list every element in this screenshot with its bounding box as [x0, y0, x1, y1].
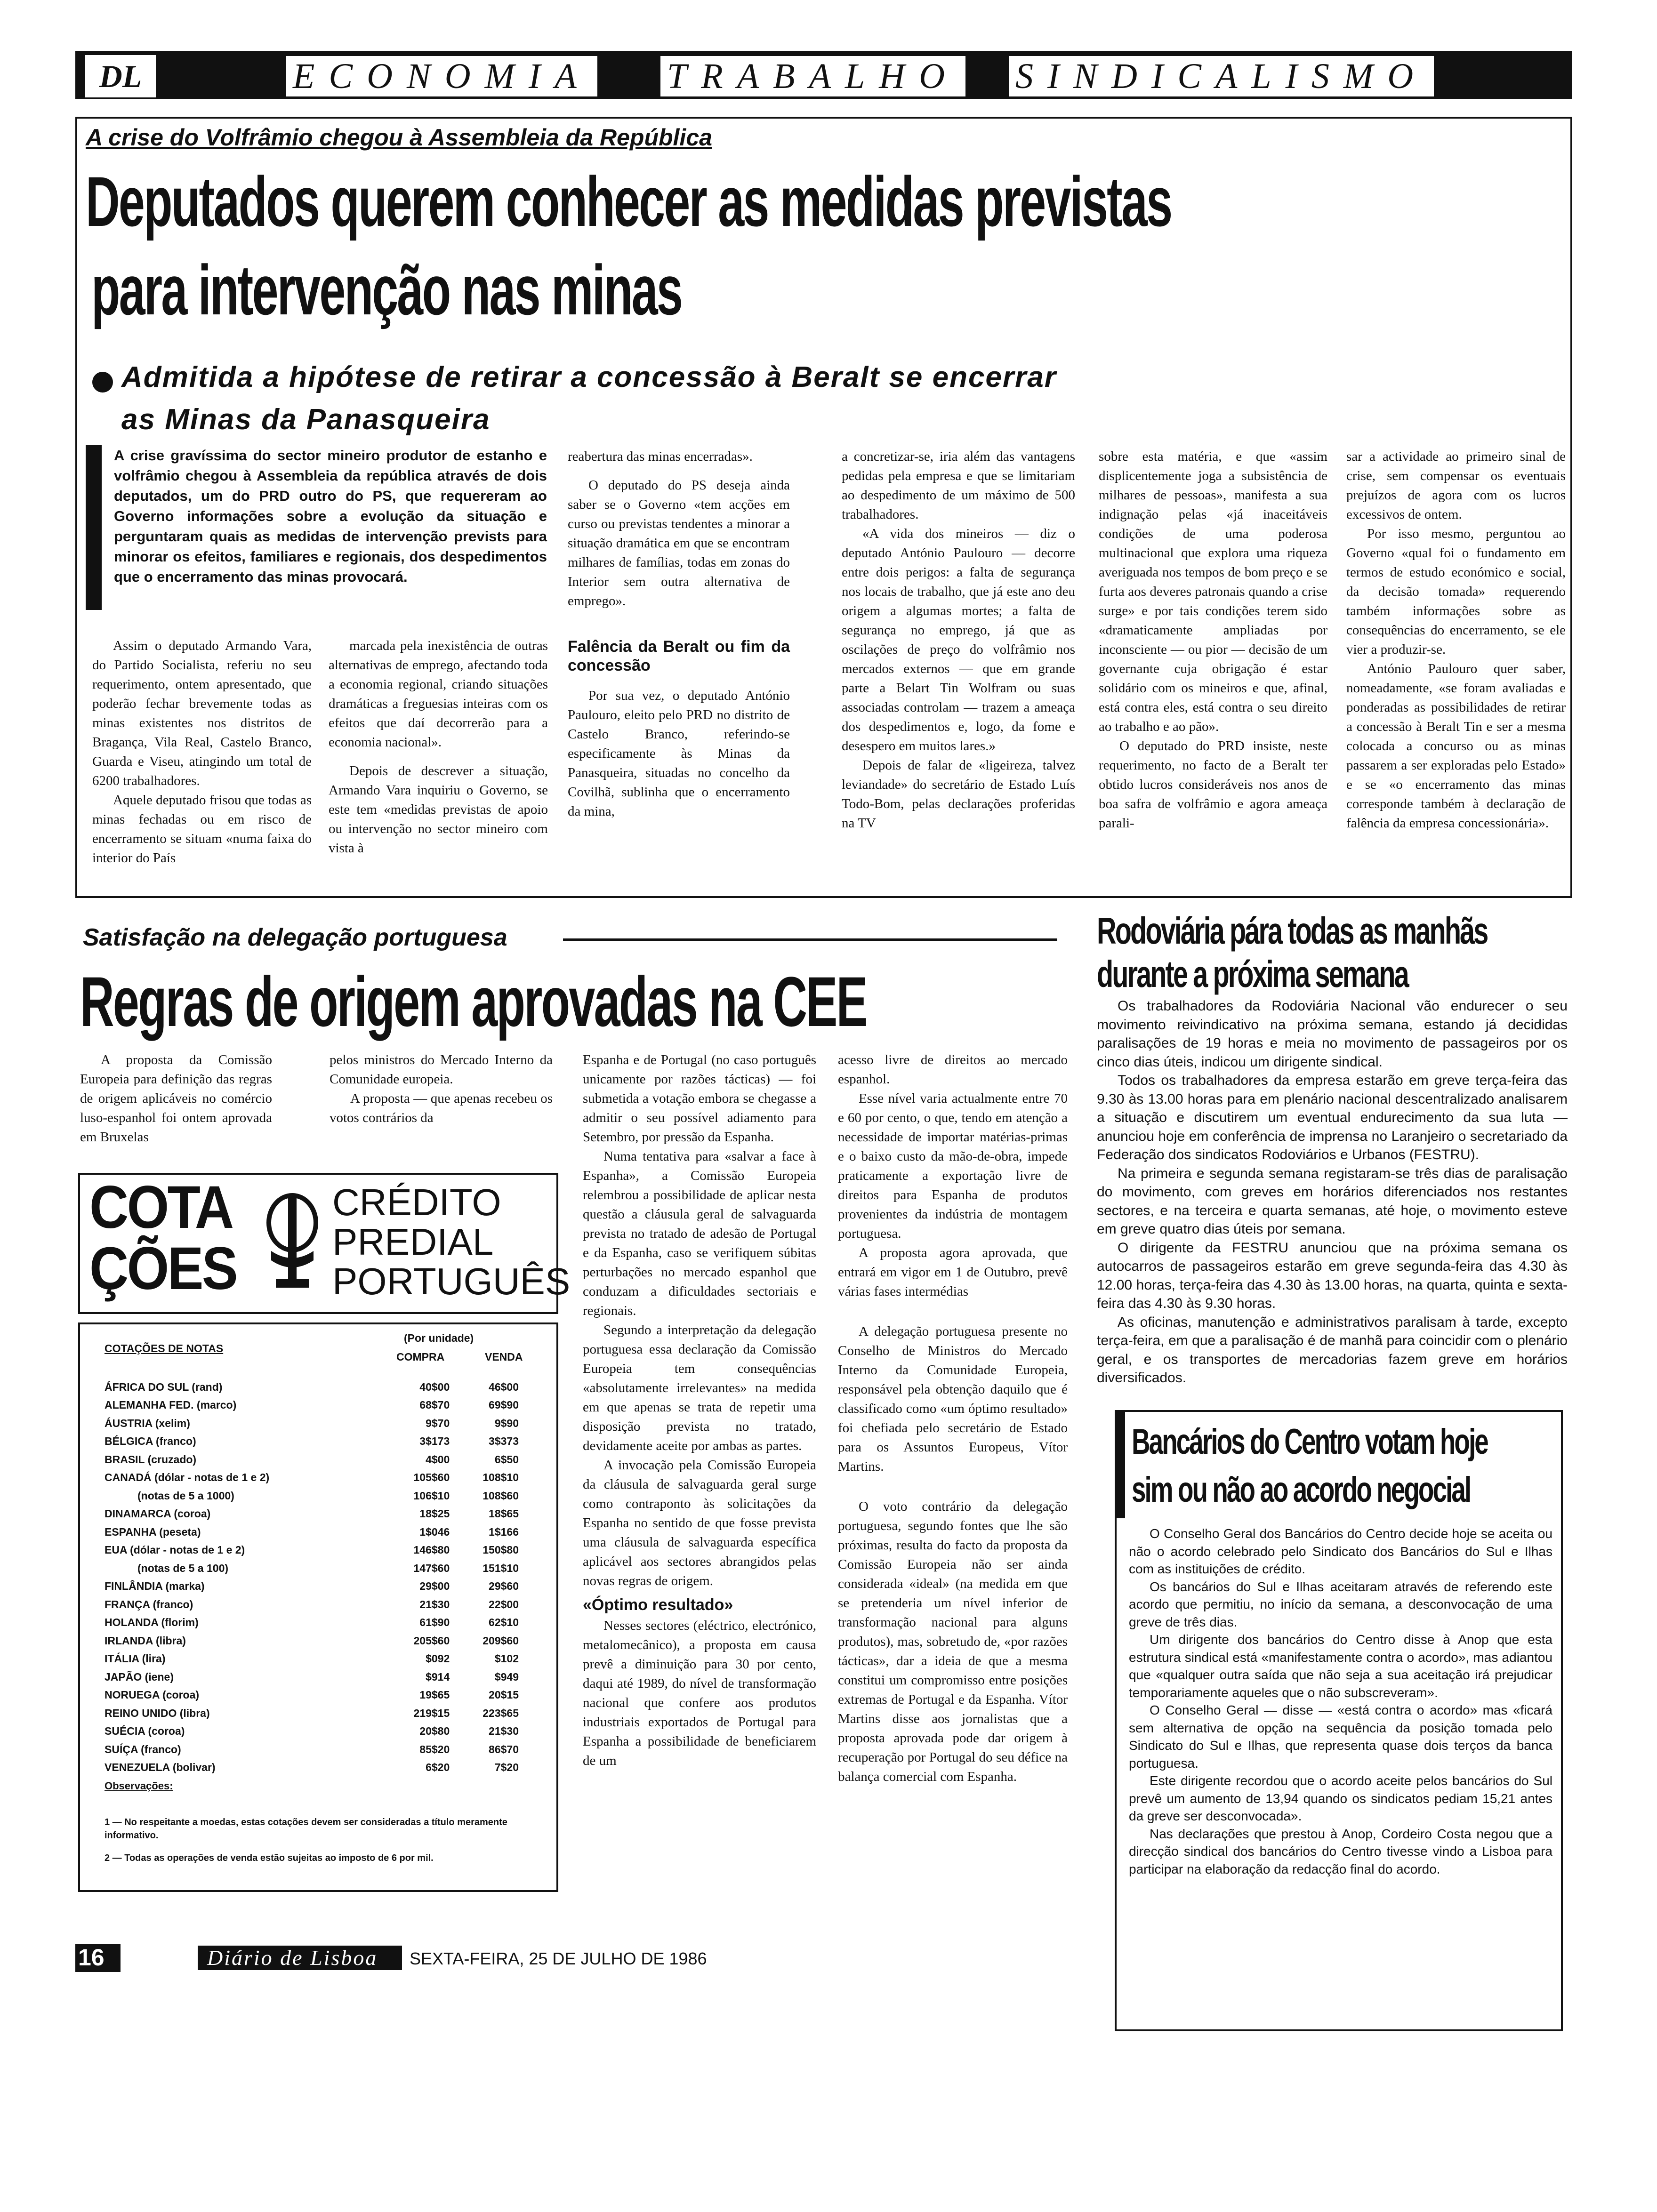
sell-rate: 69$90 [489, 1399, 519, 1411]
buy-rate: 85$20 [419, 1743, 450, 1755]
article1-column-1 [92, 636, 312, 868]
bank-name-3: PORTUGUÊS [332, 1260, 571, 1302]
rates-note-1: 1 — No respeitante a moedas, estas cotações devem ser consideradas a título meramente informativo. [105, 1817, 507, 1841]
currency-name: FINLÂNDIA (marka) [105, 1580, 205, 1593]
bank-name-2: PREDIAL [332, 1221, 494, 1263]
buy-rate: $092 [426, 1652, 450, 1665]
article2-column-3 [583, 1050, 816, 1771]
buy-rate: 29$00 [419, 1580, 450, 1593]
table-row [105, 1740, 538, 1759]
rates-notes-label: Observações: [105, 1780, 173, 1792]
table-row [105, 1650, 538, 1668]
sell-rate: 46$00 [489, 1380, 519, 1393]
paragraph: Na primeira e segunda semana registaram-se três dias de paralisação do movimento, com greves em horários diferenciados nos restantes sectores, e na terceira e quarta semanas, até hoje, o movimento esteve em greve quatro dias úteis por semana. [1097, 1165, 1568, 1237]
currency-name: NORUEGA (coroa) [105, 1689, 200, 1701]
currency-name: ESPANHA (peseta) [105, 1525, 201, 1538]
cotacoes-title-1: COTA [89, 1174, 233, 1241]
sell-rate: $102 [494, 1652, 519, 1665]
paragraph: Este dirigente recordou que o acordo aceite pelos bancários do Sul prevê um aumento de 13,94 quando os sindicatos pediam 15,21 antes da greve ser desconvocada». [1129, 1773, 1552, 1823]
paragraph: Por isso mesmo, perguntou ao Governo «qual foi o fundamento em termos de estudo económico e social, da decisão tomada» requerendo também informações sobre as consequências do encerramento, se ele vier a produzir-se. [1346, 526, 1566, 657]
currency-name: BRASIL (cruzado) [105, 1453, 197, 1466]
paragraph: Por sua vez, o deputado António Paulouro, eleito pelo PRD no distrito de Castelo Branco, referindo-se especificamente às Minas da Panasqueira, situadas no concelho da Covilhã, sublinha que o encerramento da mina, [568, 688, 790, 819]
article2-column-2 [330, 1050, 553, 1128]
article1-column-3 [568, 447, 790, 821]
paragraph: sar a actividade ao primeiro sinal de crise, sem compensar os eventuais prejuízos de agora com os lucros excessivos de ontem. [1346, 449, 1566, 522]
table-row [105, 1578, 538, 1596]
section-label-economia: ECONOMIA [285, 55, 599, 98]
paragraph: acesso livre de direitos ao mercado espanhol. [838, 1052, 1068, 1087]
article1-headline-2: para intervenção nas minas [91, 250, 682, 329]
table-row [105, 1541, 538, 1560]
paragraph: Todos os trabalhadores da empresa estarão em greve terça-feira das 9.30 às 13.00 horas para em plenário nacional descentralizado analisarem a situação e discutirem um eventual endurecimento da sua luta — anunciou hoje em conferência de imprensa no Laranjeiro o secretariado da Federação dos sindicatos Rodoviários e Urbanos (FESTRU). [1097, 1073, 1568, 1162]
cotacoes-title-2: ÇÕES [89, 1235, 237, 1302]
currency-name: HOLANDA (florim) [105, 1616, 199, 1629]
sell-rate: 223$65 [483, 1707, 519, 1719]
page-number: 16 [78, 1944, 105, 1971]
paragraph: O Conselho Geral dos Bancários do Centro decide hoje se aceita ou não o acordo celebrado pelo Sindicato dos Bancários do Sul e Ilhas com as instituições de crédito. [1129, 1526, 1552, 1576]
article1-subhead-falencia: Falência da Beralt ou fim da concessão [568, 638, 790, 674]
sell-rate: 22$00 [489, 1598, 519, 1611]
paragraph: Segundo a interpretação da delegação portuguesa essa declaração da Comissão Europeia tem consequências «absolutamente irrelevantes» na medida em que apenas se trata de repetir uma disposição prevista no tratado, devidamente aceite por ambas as partes. [583, 1322, 816, 1453]
buy-rate: 105$60 [413, 1471, 450, 1484]
buy-rate: 147$60 [413, 1562, 450, 1574]
table-row [105, 1686, 538, 1705]
table-row [105, 1559, 538, 1578]
sell-rate: 3$373 [489, 1435, 519, 1448]
buy-rate: 40$00 [419, 1380, 450, 1393]
buy-rate: 205$60 [413, 1634, 450, 1647]
paragraph: Esse nível varia actualmente entre 70 e 60 por cento, o que, tendo em atenção a necessidade de importar matérias-primas e o baixo custo da mão-de-obra, impede praticamente a exportação livre de direitos para Espanha de produtos provenientes da indústria de montagem portuguesa. [838, 1091, 1068, 1241]
article3-headline-2: durante a próxima semana [1097, 953, 1408, 995]
kicker-rule [563, 938, 1057, 941]
paragraph: Os bancários do Sul e Ilhas aceitaram através de referendo este acordo que permitiu, no início da semana, a desconvocação de uma greve de três dias. [1129, 1579, 1552, 1629]
sell-rate: 6$50 [494, 1453, 519, 1466]
article3-headline-1: Rodoviária pára todas as manhãs [1097, 910, 1488, 952]
bank-name-1: CRÉDITO [332, 1181, 501, 1223]
currency-name: ALEMANHA FED. (marco) [105, 1399, 237, 1411]
article4-bar [1115, 1410, 1125, 1518]
article1-headline-1: Deputados querem conhecer as medidas previstas [86, 162, 1172, 241]
table-row [105, 1595, 538, 1614]
table-row [105, 1505, 538, 1523]
bullet-dot [92, 372, 113, 393]
buy-rate: 9$70 [426, 1417, 450, 1429]
table-row [105, 1433, 538, 1451]
paragraph: Depois de descrever a situação, Armando Vara inquiriu o Governo, se este tem «medidas previstas de apoio ou intervenção no sector mineiro com vista à [329, 763, 548, 856]
sell-rate: 209$60 [483, 1634, 519, 1647]
buy-rate: 18$25 [419, 1507, 450, 1520]
article1-kicker: A crise do Volfrâmio chegou à Assembleia da República [86, 124, 712, 151]
paragraph: As oficinas, manutenção e administrativos paralisam à tarde, excepto terça-feira, em que a paralisação é de manhã para coincidir com o plenário geral, e os transportes de mercadorias fazem greve em horários diversificados. [1097, 1314, 1568, 1386]
table-row [105, 1451, 538, 1469]
paragraph: a concretizar-se, iria além das vantagens pedidas pela empresa e que se limitariam ao despedimento de um máximo de 500 trabalhadores. [842, 449, 1075, 522]
logo-text: DL [99, 58, 142, 94]
issue-date: SEXTA-FEIRA, 25 DE JULHO DE 1986 [410, 1949, 707, 1968]
paragraph: O Conselho Geral — disse — «está contra o acordo» mas «ficará sem alternativa de opção na sequência da posição tomada pelo Sindicato do Sul e Ilhas, que representa quase dois terços da banca portuguesa. [1129, 1703, 1552, 1771]
sell-rate: 150$80 [483, 1544, 519, 1556]
table-row [105, 1487, 538, 1505]
currency-name: REINO UNIDO (libra) [105, 1707, 210, 1719]
currency-name: CANADÁ (dólar - notas de 1 e 2) [105, 1471, 270, 1484]
paragraph: António Paulouro quer saber, nomeadamente, «se foram avaliadas e ponderadas as possibilidades de retirar a concessão à Beralt Tin e ser a mesma colocada a concurso ou as minas passarem a ser exploradas pelo Estado» e se «o encerramento das minas corresponde também à declaração de falência da empresa concessionária». [1346, 661, 1566, 831]
table-row [105, 1614, 538, 1632]
paragraph: A delegação portuguesa presente no Conselho de Ministros do Mercado Interno da Comunidade Europeia, responsável pela obtenção daquilo que é classificado como «um óptimo resultado» foi chefiada pelo secretário de Estado para os Assuntos Europeus, Vítor Martins. [838, 1324, 1068, 1474]
paragraph: Nesses sectores (eléctrico, electrónico, metalomecânico), a proposta em causa prevê a diminuição para 30 por cento, daqui até 1989, do nível de transformação nacional que confere aos produtos industriais exportados de Portugal para Espanha a possibilidade de beneficiarem de um [583, 1618, 816, 1768]
paragraph: Assim o deputado Armando Vara, do Partido Socialista, referiu no seu requerimento, ontem apresentado, que poderão fechar brevemente todas as minas existentes nos distritos de Bragança, Vila Real, Castelo Branco, Guarda e Viseu, atingindo um total de 6200 trabalhadores. [92, 638, 312, 788]
table-row [105, 1469, 538, 1487]
currency-name: IRLANDA (libra) [105, 1634, 186, 1647]
buy-rate: 146$80 [413, 1544, 450, 1556]
rates-note-2: 2 — Todas as operações de venda estão sujeitas ao imposto de 6 por mil. [105, 1853, 434, 1863]
paragraph: reabertura das minas encerradas». [568, 449, 753, 464]
buy-rate: 106$10 [413, 1489, 450, 1502]
paragraph: A proposta agora aprovada, que entrará em vigor em 1 de Outubro, prevê várias fases intermédias [838, 1245, 1068, 1299]
paragraph: O voto contrário da delegação portuguesa, segundo fontes que lhe são próximas, resulta do facto da proposta da Comissão Europeia não ser ainda considerada «ideal» (na medida em que se pretenderia um nível inferior de transformação nacional para alguns produtos), mas, sobretudo de, «por razões tácticas», dar a ideia de que a mesma constitui um compromisso entre posições extremas de Portugal e da Espanha. Vítor Martins disse aos jornalistas que a proposta aprovada pode dar origem à recuperação por Portugal do seu défice na balança comercial com Espanha. [838, 1499, 1068, 1784]
paragraph: Um dirigente dos bancários do Centro disse à Anop que esta estrutura sindical está «manifestamente contra o acordo», mas adiantou que «qualquer outra saída que não seja a sua aceitação irá prejudicar temporariamente aqueles que o não subscreveram». [1129, 1632, 1552, 1700]
table-row [105, 1632, 538, 1650]
rates-buy-heading: COMPRA [396, 1351, 445, 1363]
paragraph: Depois de falar de «ligeireza, talvez leviandade» do secretário de Estado Luís Todo-Bom, pelas declarações proferidas na TV [842, 758, 1075, 831]
rates-sell-heading: VENDA [485, 1351, 523, 1363]
sell-rate: 1$166 [489, 1525, 519, 1538]
currency-name: VENEZUELA (bolivar) [105, 1761, 216, 1774]
sell-rate: 108$10 [483, 1471, 519, 1484]
paragraph: marcada pela inexistência de outras alternativas de emprego, afectando toda a economia regional, criando situações dramáticas a freguesias inteiras com os efeitos que daí decorrerão para a economia nacional». [329, 638, 548, 750]
paragraph: O deputado do PRD insiste, neste requerimento, no facto de a Beralt ter obtido lucros consideráveis nos anos de boa safra de volfrâmio e agora ameaça parali- [1099, 738, 1327, 831]
paragraph: O dirigente da FESTRU anunciou que na próxima semana os autocarros de passageiros estarão em greve segunda-feira das 4.30 às 12.00 horas, terça-feira das 4.30 às 13.00 horas, na quarta, quinta e sexta-feira das 4.30 às 9.30 horas. [1097, 1240, 1568, 1311]
sell-rate: 62$10 [489, 1616, 519, 1629]
buy-rate: 6$20 [426, 1761, 450, 1774]
paragraph: «A vida dos mineiros — diz o deputado António Paulouro — decorre entre dois perigos: a falta de segurança nos locais de trabalho, que já este ano deu origem a algumas mortes; a falta de segurança no emprego, já que as oscilações de preço do volfrâmio nos mercados externos — que em grande parte a Belart Tin Wolfram ou suas associadas controlam — trazem a ameaça dos despedimentos e, logo, da fome e desespero em muitos lares.» [842, 526, 1075, 753]
rates-table-body [105, 1378, 538, 1777]
section-label-sindicalismo: SINDICALISMO [1007, 55, 1435, 98]
rates-unit-label: (Por unidade) [404, 1332, 474, 1344]
sell-rate: 7$20 [494, 1761, 519, 1774]
buy-rate: 19$65 [419, 1689, 450, 1701]
paragraph: pelos ministros do Mercado Interno da Comunidade europeia. [330, 1052, 553, 1087]
sell-rate: 20$15 [489, 1689, 519, 1701]
article1-lead: A crise gravíssima do sector mineiro produtor de estanho e volfrâmio chegou à Assembleia da república através de dois deputados, um do PRD outro do PS, que requereram ao Governo informações sobre a evolução da situação e perguntaram quais as medidas de intervenção prevists para minorar os efeitos, familiares e regionais, dos despedimentos que o encerramento das minas provocará. [114, 447, 547, 585]
sell-rate: 18$65 [489, 1507, 519, 1520]
sell-rate: 86$70 [489, 1743, 519, 1755]
paragraph: A proposta da Comissão Europeia para definição das regras de origem aplicáveis no comércio luso-espanhol foi ontem aprovada em Bruxelas [80, 1052, 272, 1145]
article1-subhead-2: as Minas da Panasqueira [121, 403, 491, 436]
table-row [105, 1668, 538, 1686]
currency-name: (notas de 5 a 1000) [137, 1489, 234, 1502]
table-row [105, 1523, 538, 1541]
buy-rate: 3$173 [419, 1435, 450, 1448]
sell-rate: 29$60 [489, 1580, 519, 1593]
article2-headline: Regras de origem aprovadas na CEE [80, 962, 867, 1041]
paragraph: Os trabalhadores da Rodoviária Nacional vão endurecer o seu movimento reivindicativo na próxima semana, estando já decididas paralisações de 19 horas e meia no movimento de passageiros por os cinco dias úteis, indicou um dirigente sindical. [1097, 998, 1568, 1070]
paragraph: Espanha e de Portugal (no caso português unicamente por razões tácticas) — foi submetida a votação embora se chegasse a admitir o seu possível adiamento para Setembro, por pressão da Espanha. [583, 1052, 816, 1145]
lead-bar [86, 445, 102, 610]
article2-kicker: Satisfação na delegação portuguesa [83, 924, 507, 951]
paragraph: Aquele deputado frisou que todas as minas fechadas ou em risco de encerramento se situam «numa faixa do interior do País [92, 793, 312, 866]
currency-name: ÁFRICA DO SUL (rand) [105, 1380, 223, 1393]
article2-column-1 [80, 1050, 272, 1147]
sell-rate: 108$60 [483, 1489, 519, 1502]
buy-rate: 4$00 [426, 1453, 450, 1466]
currency-name: ÁUSTRIA (xelim) [105, 1417, 190, 1429]
article1-column-2 [329, 636, 548, 858]
buy-rate: 1$046 [419, 1525, 450, 1538]
article1-column-4 [842, 447, 1075, 833]
section-label-trabalho: TRABALHO [659, 55, 967, 98]
rates-column-heading: COTAÇÕES DE NOTAS [105, 1342, 224, 1354]
paper-name: Diário de Lisboa [207, 1946, 378, 1970]
currency-name: SUÉCIA (coroa) [105, 1725, 185, 1738]
paragraph: O deputado do PS deseja ainda saber se o Governo «tem acções em curso ou previstas tendentes a minorar a situação dramática em que se encontram milhares de famílias, todas em zonas do Interior sem outra alternativa de emprego». [568, 478, 790, 609]
buy-rate: 20$80 [419, 1725, 450, 1738]
sell-rate: 151$10 [483, 1562, 519, 1574]
bank-emblem-icon [262, 1190, 323, 1293]
currency-name: JAPÃO (iene) [105, 1670, 174, 1683]
article1-subhead-1: Admitida a hipótese de retirar a concessão à Beralt se encerrar [121, 361, 1057, 393]
table-row [105, 1378, 538, 1396]
paragraph: A invocação pela Comissão Europeia da cláusula de salvaguarda geral surge como contraponto às solicitações da Espanha no sentido de que fosse prevista uma cláusula de salvaguarda específica aplicável aos sectores abrangidos pelas novas regras de origem. [583, 1458, 816, 1588]
article4-headline-1: Bancários do Centro votam hoje [1132, 1422, 1488, 1462]
sell-rate: $949 [494, 1670, 519, 1683]
table-row [105, 1759, 538, 1777]
currency-name: FRANÇA (franco) [105, 1598, 193, 1611]
section-header-band [75, 51, 1572, 99]
table-row [105, 1414, 538, 1433]
article2-subhead-optimo: «Óptimo resultado» [583, 1596, 733, 1614]
article3-body [1097, 997, 1568, 1387]
sell-rate: 9$90 [494, 1417, 519, 1429]
buy-rate: 68$70 [419, 1399, 450, 1411]
paragraph: Nas declarações que prestou à Anop, Cordeiro Costa negou que a direcção sindical dos bancários do Centro tivesse vindo a Lisboa para participar na elaboração da redacção final do acordo. [1129, 1826, 1552, 1876]
sell-rate: 21$30 [489, 1725, 519, 1738]
article1-column-5 [1099, 447, 1327, 833]
table-row [105, 1704, 538, 1723]
currency-name: BÉLGICA (franco) [105, 1435, 196, 1448]
article2-column-4 [838, 1050, 1068, 1787]
table-row [105, 1396, 538, 1415]
paragraph: Numa tentativa para «salvar a face à Espanha», a Comissão Europeia relembrou a possibilidade de aplicar nesta questão a cláusula geral de salvaguarda prevista no tratado de adesão de Portugal e da Espanha, caso se verifiquem súbitas perturbações no mercado espanhol que conduzam a dificuldades sectoriais e regionais. [583, 1149, 816, 1318]
paragraph: A proposta — que apenas recebeu os votos contrários da [330, 1091, 553, 1125]
table-row [105, 1723, 538, 1741]
buy-rate: $914 [426, 1670, 450, 1683]
buy-rate: 21$30 [419, 1598, 450, 1611]
currency-name: ITÁLIA (lira) [105, 1652, 166, 1665]
article4-headline-2: sim ou não ao acordo negocial [1132, 1470, 1471, 1510]
paragraph: sobre esta matéria, e que «assim displicentemente joga a subsistência de milhares de pessoas», manifesta a sua indignação pelas «já inaceitáveis condições de uma poderosa multinacional que explora uma riqueza averiguada nos tempos de bom preço e se furta aos deveres patronais quando a crise surge» e por tais condições terem sido «dramaticamente ampliadas por inconsciente — ou pior — decisão de um governante cuja obrigação é estar solidário com os mineiros e que, afinal, está contra eles, está contra o seu direito ao trabalho e ao pão». [1099, 449, 1327, 734]
currency-name: DINAMARCA (coroa) [105, 1507, 211, 1520]
article1-column-6 [1346, 447, 1566, 833]
currency-name: (notas de 5 a 100) [137, 1562, 229, 1574]
buy-rate: 219$15 [413, 1707, 450, 1719]
currency-name: SUÍÇA (franco) [105, 1743, 181, 1755]
currency-name: EUA (dólar - notas de 1 e 2) [105, 1544, 245, 1556]
article4-body [1129, 1525, 1552, 1878]
buy-rate: 61$90 [419, 1616, 450, 1629]
logo [84, 54, 157, 99]
rates-table [105, 1378, 538, 1777]
